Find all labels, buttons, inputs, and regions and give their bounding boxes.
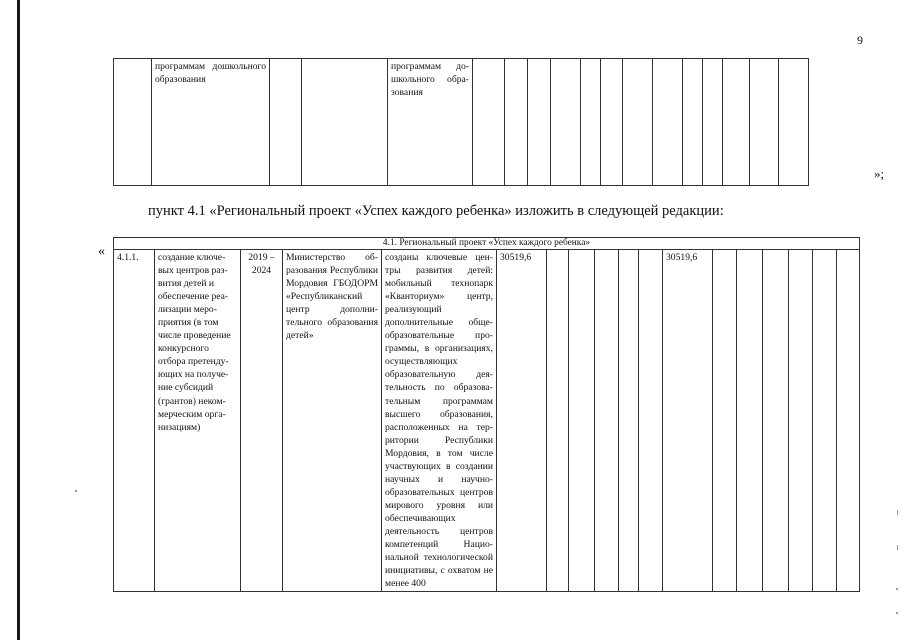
cell-executor: Министерство образования Республики Мордовия ГБОДОРМ «Республиканский центр дополнительного образования детей» — [283, 250, 382, 592]
scan-artifact — [897, 510, 898, 515]
cell-empty — [551, 59, 581, 186]
cell-empty — [547, 250, 569, 592]
cell-empty — [473, 59, 505, 186]
cell-event: создание ключевых центров развития детей и обеспечение реализации мероприятия (в том числе проведение конкурсного отбора претендующих на получение субсидий (грантов) некоммерческим организациям) — [155, 250, 241, 592]
cell-empty — [528, 59, 551, 186]
table-row — [114, 250, 860, 592]
cell-empty — [569, 250, 595, 592]
cell-executor — [302, 59, 388, 186]
amendment-instruction: пункт 4.1 «Региональный проект «Успех каждого ребенка» изложить в следующей редакции: — [148, 203, 724, 219]
cell-empty — [789, 250, 813, 592]
cell-amount: 30519,6 — [663, 250, 713, 592]
scan-artifact — [896, 588, 898, 590]
cell-empty — [723, 59, 750, 186]
scan-artifact — [897, 545, 898, 550]
cell-empty — [737, 250, 763, 592]
cell-empty — [639, 250, 663, 592]
cell-empty — [837, 250, 860, 592]
cell-result: созданы ключевые центры развития детей: мобильный технопарк «Кванториум» центр, реализующий дополнительные общеобразовательные программы, в организациях, осуществляющих образовательную деятельность по образовательным программам высшего образования, расположенных на территории Республики Мордовия, в том числе участвующих в создании научных и научно-образовательных центров мирового уровня или обеспечивающих деятельность центров компетенций Национальной технологической инициативы, с охватом не менее 400 — [382, 250, 497, 592]
table-header-row — [114, 238, 860, 250]
cell-empty — [713, 250, 737, 592]
cell-empty — [703, 59, 723, 186]
previous-table — [113, 58, 809, 186]
cell-empty — [595, 250, 619, 592]
section-title: 4.1. Региональный проект «Успех каждого ребенка» — [114, 238, 860, 250]
page-number: 9 — [857, 33, 863, 47]
cell-empty — [623, 59, 653, 186]
cell-num — [114, 59, 152, 186]
closing-quote: »; — [874, 166, 885, 181]
cell-empty — [601, 59, 623, 186]
cell-empty — [813, 250, 837, 592]
cell-empty — [619, 250, 639, 592]
cell-empty — [653, 59, 683, 186]
opening-quote: « — [98, 244, 105, 259]
cell-empty — [779, 59, 809, 186]
cell-years: 2019 –2024 — [241, 250, 283, 592]
cell-event: программам дошкольного образования — [152, 59, 270, 186]
cell-empty — [683, 59, 703, 186]
cell-empty — [750, 59, 779, 186]
cell-years — [270, 59, 302, 186]
cell-empty — [505, 59, 528, 186]
scan-artifact — [896, 612, 898, 614]
binding-edge — [17, 0, 20, 640]
cell-result: программам дошкольного образования — [388, 59, 473, 186]
table-row — [114, 59, 809, 186]
cell-total: 30519,6 — [497, 250, 547, 592]
cell-num: 4.1.1. — [114, 250, 155, 592]
project-table — [113, 237, 860, 592]
cell-empty — [581, 59, 601, 186]
scan-artifact — [75, 490, 77, 492]
cell-empty — [763, 250, 789, 592]
